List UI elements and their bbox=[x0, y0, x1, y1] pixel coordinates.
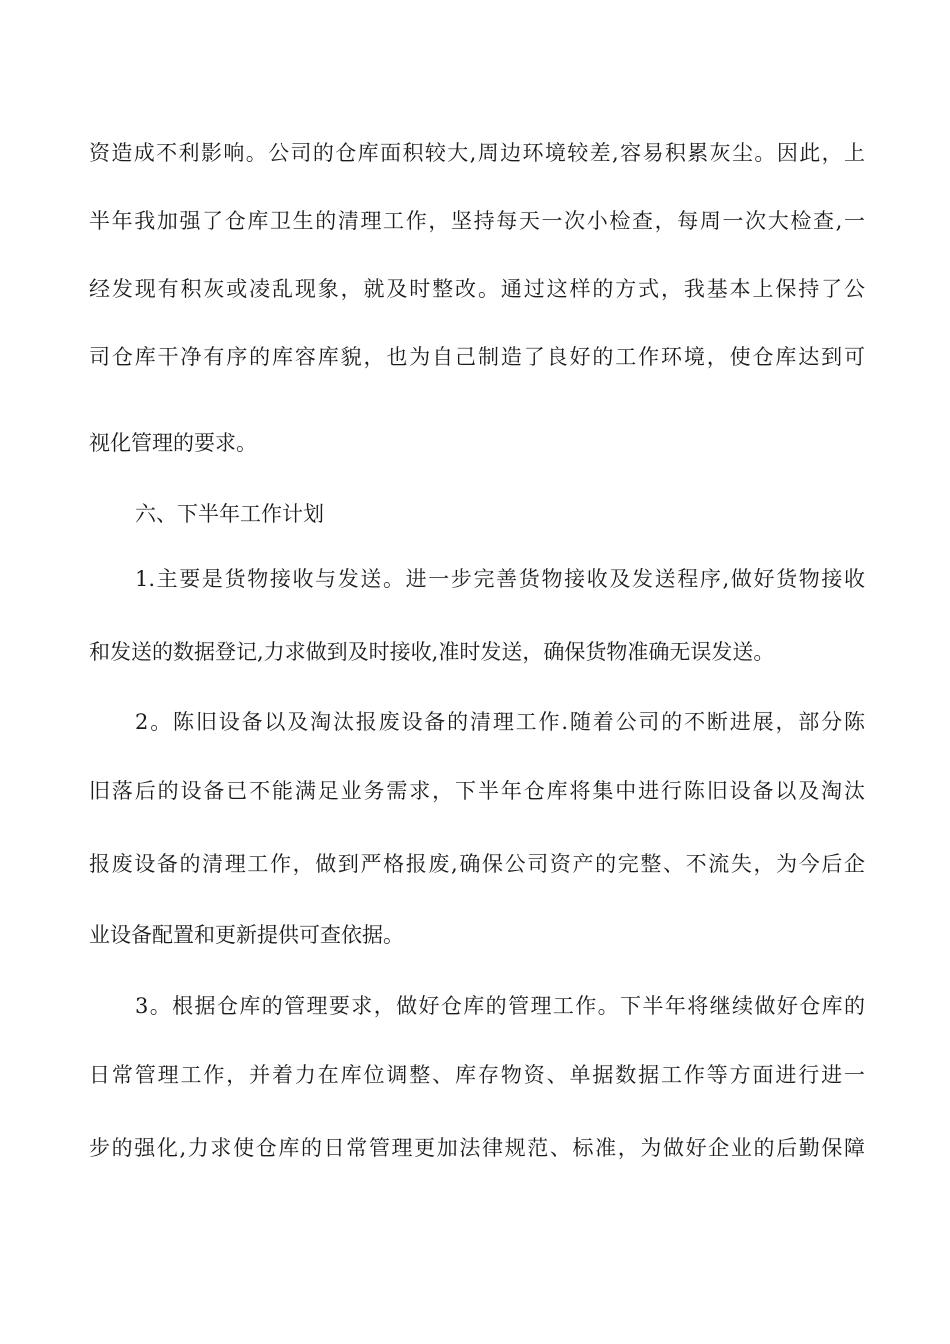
section-heading: 六、下半年工作计划 bbox=[135, 502, 324, 526]
text-line: 司仓库干净有序的库容库貌，也为自己制造了良好的工作环境，使仓库达到可 bbox=[89, 345, 865, 369]
text-line: 资造成不利影响。公司的仓库面积较大,周边环境较差,容易积累灰尘。因此，上 bbox=[89, 141, 865, 165]
text-line: 和发送的数据登记,力求做到及时接收,准时发送，确保货物准确无误发送。 bbox=[89, 640, 775, 664]
text-line: 日常管理工作，并着力在库位调整、库存物资、单据数据工作等方面进行进一 bbox=[89, 1063, 865, 1087]
text-line: 1.主要是货物接收与发送。进一步完善货物接收及发送程序,做好货物接收 bbox=[135, 567, 865, 591]
text-line: 旧落后的设备已不能满足业务需求，下半年仓库将集中进行陈旧设备以及淘汰 bbox=[89, 779, 865, 803]
text-line: 半年我加强了仓库卫生的清理工作，坚持每天一次小检查，每周一次大检查,一 bbox=[89, 209, 865, 233]
text-line: 报废设备的清理工作，做到严格报废,确保公司资产的完整、不流失，为今后企 bbox=[89, 852, 865, 876]
text-line: 2。陈旧设备以及淘汰报废设备的清理工作.随着公司的不断进展，部分陈 bbox=[135, 710, 865, 734]
text-line: 业设备配置和更新提供可查依据。 bbox=[89, 923, 404, 947]
text-line: 视化管理的要求。 bbox=[89, 431, 257, 455]
text-line: 步的强化,力求使仓库的日常管理更加法律规范、标准，为做好企业的后勤保障 bbox=[89, 1136, 865, 1160]
text-line: 3。根据仓库的管理要求，做好仓库的管理工作。下半年将继续做好仓库的 bbox=[135, 994, 865, 1018]
text-line: 经发现有积灰或凌乱现象，就及时整改。通过这样的方式，我基本上保持了公 bbox=[89, 277, 865, 301]
